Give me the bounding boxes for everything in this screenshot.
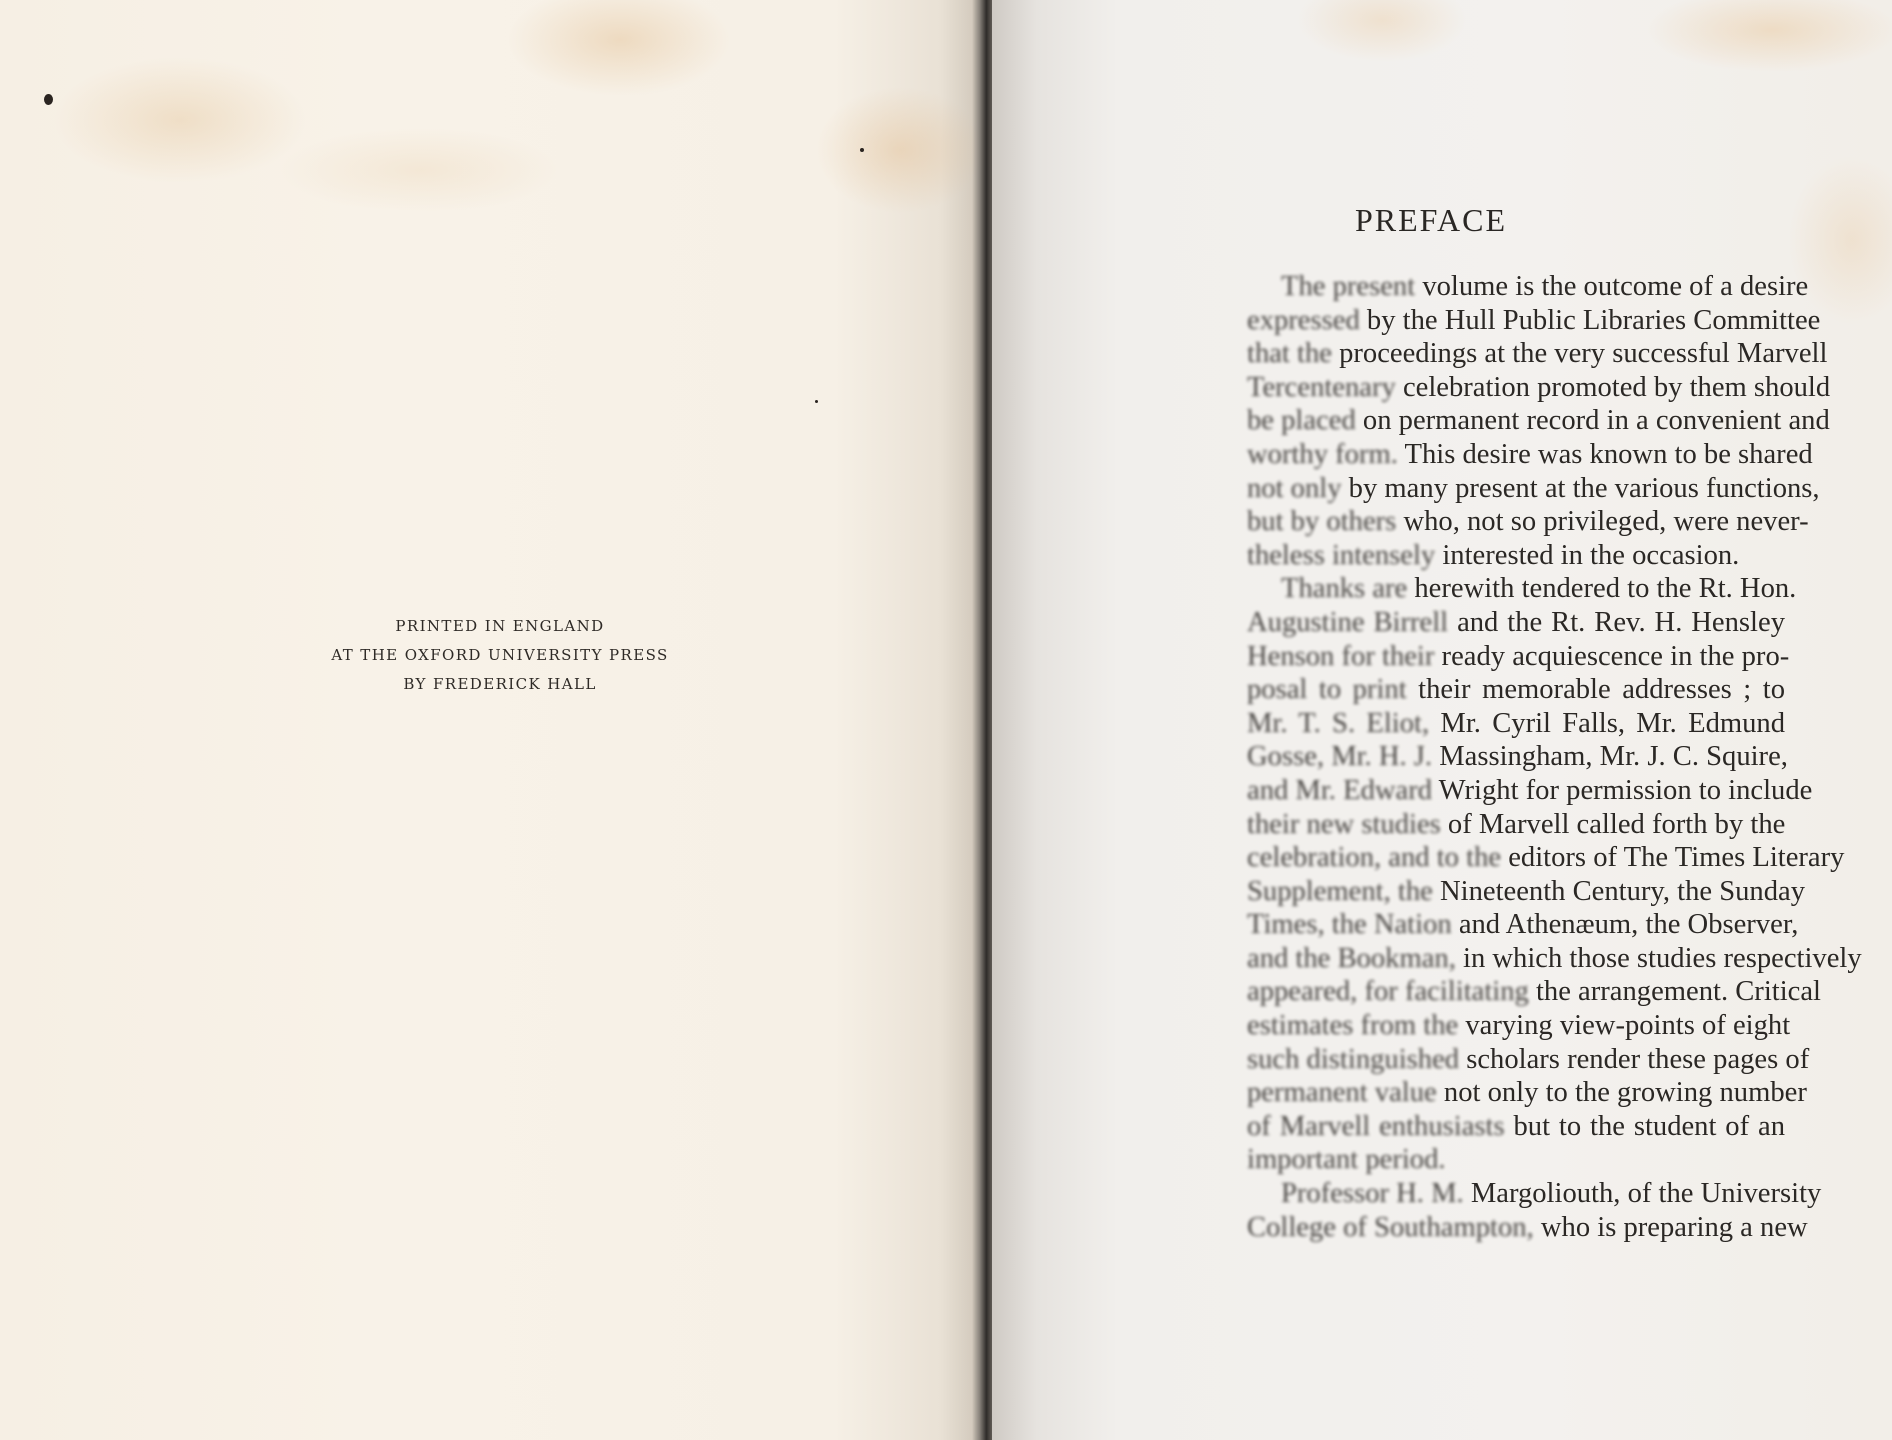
preface-line (1247, 606, 1785, 640)
preface-line-end: herewith tendered to the Rt. Hon. (1407, 573, 1797, 605)
preface-line (1247, 371, 1831, 405)
preface-line (1247, 1009, 1791, 1043)
preface-line-end: Massingham, Mr. J. C. Squire, (1432, 741, 1788, 773)
preface-line (1247, 505, 1809, 539)
page-title: PREFACE (1354, 202, 1508, 238)
preface-line-start: estimates from the (1247, 1010, 1459, 1042)
preface-line-start: Mr. T. S. Eliot, (1247, 707, 1430, 739)
preface-line-start: but by others (1247, 506, 1397, 538)
preface-line-end: Wright for permission to include (1432, 774, 1813, 806)
preface-line-end: Mr. Cyril Falls, Mr. Edmund (1429, 707, 1786, 739)
preface-line-start: that the (1247, 338, 1332, 370)
preface-line-end: volume is the outcome of a desire (1415, 271, 1809, 302)
preface-line-start: posal to print (1247, 674, 1407, 706)
preface-line (1247, 337, 1828, 371)
preface-line (1247, 572, 1797, 606)
preface-line (1247, 270, 1809, 304)
preface-line-start: Professor H. M. (1281, 1178, 1464, 1210)
preface-line (1247, 707, 1785, 741)
preface-line (1247, 942, 1862, 976)
preface-line-end: and the Rt. Rev. H. Hensley (1448, 606, 1785, 638)
right-page (992, 0, 1892, 1440)
preface-line-end: by the Hull Public Libraries Committee (1359, 304, 1821, 336)
preface-line-end: by many present at the various functions, (1341, 472, 1820, 504)
preface-line-start: Augustine Birrell (1247, 606, 1449, 638)
preface-line-start: and Mr. Edward (1247, 774, 1433, 806)
preface-line (1247, 1043, 1810, 1077)
ink-speck (815, 400, 818, 403)
preface-line-end: the arrangement. Critical (1528, 976, 1821, 1008)
preface-line-end: Nineteenth Century, the Sunday (1432, 875, 1806, 907)
preface-line-start: important period. (1247, 1144, 1446, 1176)
preface-line-start: Thanks are (1281, 573, 1408, 605)
preface-line (1247, 875, 1806, 909)
preface-line (1247, 1143, 1785, 1177)
preface-line (1247, 1076, 1807, 1110)
preface-line (1247, 1177, 1822, 1211)
preface-line (1247, 472, 1820, 506)
preface-line (1247, 304, 1821, 338)
preface-line-start: Gosse, Mr. H. J. (1247, 741, 1433, 773)
preface-line (1247, 740, 1788, 774)
printer-imprint (300, 612, 700, 699)
preface-line-start: Times, the Nation (1247, 909, 1452, 941)
preface-line-start: Supplement, the (1247, 875, 1433, 907)
preface-line (1247, 640, 1790, 674)
preface-line-start: worthy form. (1247, 438, 1398, 470)
preface-line (1247, 673, 1785, 707)
preface-line (1247, 774, 1813, 808)
preface-line-start: expressed (1247, 304, 1360, 336)
preface-line-end: of Marvell called forth by the (1440, 808, 1786, 840)
preface-line-end: editors of The Times Literary (1501, 842, 1845, 874)
preface-line-start: permanent value (1247, 1077, 1437, 1109)
preface-line-end: not only to the growing number (1436, 1077, 1807, 1109)
preface-line (1247, 539, 1785, 573)
preface-line-end: Margoliouth, of the University (1463, 1178, 1822, 1210)
preface-line-end: and Athenæum, the Observer, (1451, 909, 1799, 941)
preface-line-end: This desire was known to be shared (1397, 438, 1813, 470)
preface-line (1247, 841, 1845, 875)
imprint-line-2: AT THE OXFORD UNIVERSITY PRESS (331, 646, 669, 664)
preface-line-end: in which those studies respectively (1455, 942, 1862, 974)
preface-line-start: their new studies (1247, 808, 1441, 840)
imprint-line-1: PRINTED IN ENGLAND (395, 617, 605, 635)
preface-line-start: Henson for their (1247, 640, 1435, 672)
preface-line-end: on permanent record in a convenient and (1355, 405, 1830, 437)
preface-line-end: who, not so privileged, were never- (1396, 506, 1809, 538)
preface-line-start: of Marvell enthusiasts (1247, 1110, 1505, 1142)
preface-body (1247, 270, 1862, 1244)
preface-line-end: celebration promoted by them should (1395, 371, 1831, 403)
preface-line-end: who is preparing a new (1533, 1211, 1808, 1243)
preface-line-start: not only (1247, 472, 1342, 504)
preface-line (1247, 808, 1785, 842)
preface-line (1247, 975, 1821, 1009)
preface-line (1247, 404, 1830, 438)
preface-line-start: celebration, and to the (1247, 842, 1502, 874)
preface-line-end: varying view-points of eight (1458, 1010, 1791, 1042)
preface-line-start: be placed (1247, 405, 1356, 437)
preface-line-end: interested in the occasion. (1435, 539, 1740, 571)
preface-line-start: appeared, for facilitating (1247, 976, 1529, 1008)
ink-speck (860, 148, 864, 152)
preface-line (1247, 1211, 1808, 1245)
preface-line-start: and the Bookman, (1247, 942, 1456, 974)
preface-line-start: theless intensely (1247, 539, 1436, 571)
preface-line (1247, 908, 1799, 942)
imprint-line-3: BY FREDERICK HALL (403, 675, 597, 693)
preface-line-start: College of Southampton, (1247, 1211, 1534, 1243)
preface-line (1247, 1110, 1785, 1144)
preface-line-end: their memorable addresses ; to (1406, 674, 1785, 706)
preface-line-end: ready acquiescence in the pro- (1434, 640, 1790, 672)
preface-line-start: The present (1281, 271, 1416, 302)
preface-line-start: Tercentenary (1247, 371, 1396, 403)
preface-line-end: proceedings at the very successful Marvell (1331, 338, 1828, 370)
preface-line (1247, 438, 1813, 472)
ink-speck (44, 94, 53, 105)
preface-line-end: scholars render these pages of (1459, 1043, 1810, 1075)
preface-line-end: but to the student of an (1504, 1110, 1785, 1142)
preface-line-start: such distinguished (1247, 1043, 1460, 1075)
